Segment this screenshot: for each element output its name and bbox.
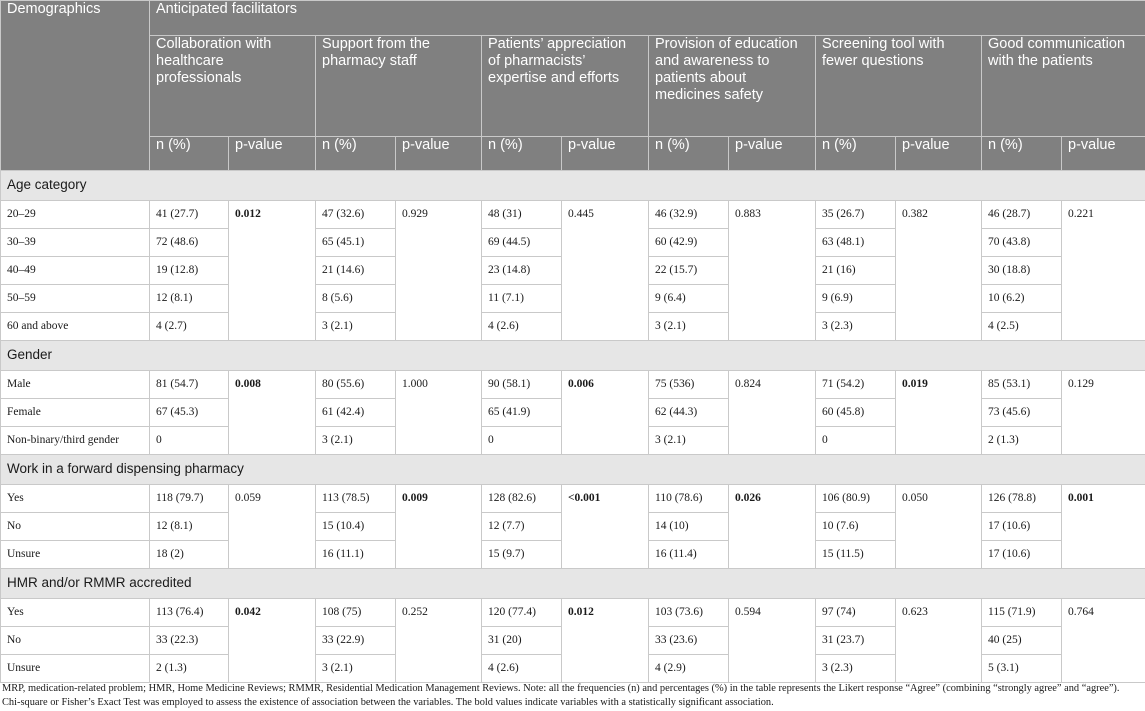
n-percent-cell: 18 (2) — [150, 541, 229, 569]
n-percent-cell: 75 (536) — [649, 371, 729, 399]
n-percent-cell: 11 (7.1) — [482, 285, 562, 313]
n-percent-cell: 113 (76.4) — [150, 599, 229, 627]
n-percent-cell: 3 (2.3) — [816, 313, 896, 341]
p-value-cell: 0.019 — [896, 371, 982, 455]
table-row — [1, 485, 1145, 513]
n-percent-cell: 2 (1.3) — [982, 427, 1062, 455]
p-value-cell: 0.623 — [896, 599, 982, 683]
n-percent-cell: 10 (6.2) — [982, 285, 1062, 313]
n-percent-header: n (%) — [150, 137, 229, 171]
p-value-cell: 0.026 — [729, 485, 816, 569]
facilitator-header: Screening tool with fewer questions — [816, 36, 982, 137]
n-percent-cell: 60 (45.8) — [816, 399, 896, 427]
p-value-cell: 0.824 — [729, 371, 816, 455]
section-title: Work in a forward dispensing pharmacy — [1, 455, 1145, 485]
row-label: 20–29 — [1, 201, 150, 229]
n-percent-cell: 61 (42.4) — [316, 399, 396, 427]
section-row — [1, 569, 1145, 599]
n-percent-cell: 81 (54.7) — [150, 371, 229, 399]
n-percent-cell: 12 (8.1) — [150, 285, 229, 313]
p-value-cell: 0.382 — [896, 201, 982, 341]
n-percent-cell: 35 (26.7) — [816, 201, 896, 229]
n-percent-cell: 21 (16) — [816, 257, 896, 285]
n-percent-cell: 69 (44.5) — [482, 229, 562, 257]
n-percent-cell: 4 (2.5) — [982, 313, 1062, 341]
n-percent-cell: 5 (3.1) — [982, 655, 1062, 683]
n-percent-cell: 21 (14.6) — [316, 257, 396, 285]
n-percent-cell: 65 (41.9) — [482, 399, 562, 427]
n-percent-header: n (%) — [482, 137, 562, 171]
p-value-cell: 0.929 — [396, 201, 482, 341]
n-percent-cell: 65 (45.1) — [316, 229, 396, 257]
n-percent-cell: 126 (78.8) — [982, 485, 1062, 513]
n-percent-cell: 3 (2.1) — [316, 313, 396, 341]
table-footnote — [0, 682, 1145, 710]
n-percent-header: n (%) — [982, 137, 1062, 171]
n-percent-cell: 16 (11.1) — [316, 541, 396, 569]
n-percent-cell: 120 (77.4) — [482, 599, 562, 627]
row-label: No — [1, 513, 150, 541]
section-title: HMR and/or RMMR accredited — [1, 569, 1145, 599]
section-row — [1, 341, 1145, 371]
row-label: Unsure — [1, 541, 150, 569]
p-value-cell: 0.445 — [562, 201, 649, 341]
p-value-header: p-value — [729, 137, 816, 171]
p-value-cell: 0.008 — [229, 371, 316, 455]
n-percent-cell: 46 (32.9) — [649, 201, 729, 229]
p-value-cell: <0.001 — [562, 485, 649, 569]
n-percent-cell: 33 (22.3) — [150, 627, 229, 655]
n-percent-cell: 9 (6.4) — [649, 285, 729, 313]
footnote-line-2: Chi-square or Fisher’s Exact Test was employed to assess the existence of association between the variables. The bold values indicate variables with a statistically significant association. — [2, 697, 774, 708]
n-percent-cell: 73 (45.6) — [982, 399, 1062, 427]
n-percent-cell: 33 (23.6) — [649, 627, 729, 655]
n-percent-cell: 31 (23.7) — [816, 627, 896, 655]
row-label: Unsure — [1, 655, 150, 683]
p-value-header: p-value — [896, 137, 982, 171]
n-percent-cell: 23 (14.8) — [482, 257, 562, 285]
p-value-cell: 0.252 — [396, 599, 482, 683]
p-value-cell: 0.006 — [562, 371, 649, 455]
n-percent-cell: 4 (2.6) — [482, 313, 562, 341]
n-percent-cell: 30 (18.8) — [982, 257, 1062, 285]
n-percent-cell: 22 (15.7) — [649, 257, 729, 285]
table-row — [1, 201, 1145, 229]
row-label: 30–39 — [1, 229, 150, 257]
n-percent-cell: 4 (2.9) — [649, 655, 729, 683]
n-percent-cell: 15 (11.5) — [816, 541, 896, 569]
p-value-cell: 0.883 — [729, 201, 816, 341]
table-row — [1, 599, 1145, 627]
n-percent-cell: 47 (32.6) — [316, 201, 396, 229]
n-percent-cell: 8 (5.6) — [316, 285, 396, 313]
n-percent-cell: 10 (7.6) — [816, 513, 896, 541]
n-percent-cell: 3 (2.1) — [316, 655, 396, 683]
n-percent-cell: 0 — [150, 427, 229, 455]
facilitator-header: Provision of education and awareness to patients about medicines safety — [649, 36, 816, 137]
n-percent-cell: 15 (10.4) — [316, 513, 396, 541]
n-percent-cell: 4 (2.7) — [150, 313, 229, 341]
n-percent-cell: 9 (6.9) — [816, 285, 896, 313]
n-percent-cell: 72 (48.6) — [150, 229, 229, 257]
p-value-cell: 1.000 — [396, 371, 482, 455]
section-title: Gender — [1, 341, 1145, 371]
n-percent-cell: 113 (78.5) — [316, 485, 396, 513]
row-label: Yes — [1, 485, 150, 513]
p-value-header: p-value — [396, 137, 482, 171]
n-percent-cell: 31 (20) — [482, 627, 562, 655]
n-percent-cell: 80 (55.6) — [316, 371, 396, 399]
p-value-cell: 0.009 — [396, 485, 482, 569]
n-percent-cell: 48 (31) — [482, 201, 562, 229]
row-label: Non-binary/third gender — [1, 427, 150, 455]
table-body — [1, 171, 1145, 683]
p-value-cell: 0.594 — [729, 599, 816, 683]
p-value-cell: 0.042 — [229, 599, 316, 683]
table-row — [1, 371, 1145, 399]
n-percent-cell: 16 (11.4) — [649, 541, 729, 569]
demographics-header: Demographics — [1, 1, 150, 171]
n-percent-cell: 118 (79.7) — [150, 485, 229, 513]
n-percent-cell: 60 (42.9) — [649, 229, 729, 257]
p-value-cell: 0.012 — [562, 599, 649, 683]
row-label: Female — [1, 399, 150, 427]
footnote-line-1: MRP, medication-related problem; HMR, Home Medicine Reviews; RMMR, Residential Medication Management Reviews. Note: all the frequencies (n) and percentages (%) in the table represents the Likert response “Agree” (combining “strongly agree” and “agree”). — [2, 683, 1120, 694]
row-label: Yes — [1, 599, 150, 627]
facilitator-header: Collaboration with healthcare professionals — [150, 36, 316, 137]
facilitator-header: Patients’ appreciation of pharmacists’ expertise and efforts — [482, 36, 649, 137]
row-label: 50–59 — [1, 285, 150, 313]
n-percent-cell: 3 (2.1) — [649, 313, 729, 341]
row-label: No — [1, 627, 150, 655]
n-percent-cell: 90 (58.1) — [482, 371, 562, 399]
n-percent-cell: 14 (10) — [649, 513, 729, 541]
n-percent-cell: 19 (12.8) — [150, 257, 229, 285]
n-percent-cell: 128 (82.6) — [482, 485, 562, 513]
n-percent-cell: 17 (10.6) — [982, 513, 1062, 541]
n-percent-cell: 97 (74) — [816, 599, 896, 627]
n-percent-cell: 0 — [816, 427, 896, 455]
table-header — [1, 1, 1145, 171]
n-percent-cell: 12 (7.7) — [482, 513, 562, 541]
n-percent-cell: 85 (53.1) — [982, 371, 1062, 399]
n-percent-cell: 62 (44.3) — [649, 399, 729, 427]
n-percent-cell: 17 (10.6) — [982, 541, 1062, 569]
p-value-cell: 0.059 — [229, 485, 316, 569]
n-percent-header: n (%) — [316, 137, 396, 171]
n-percent-cell: 71 (54.2) — [816, 371, 896, 399]
n-percent-cell: 0 — [482, 427, 562, 455]
p-value-cell: 0.221 — [1062, 201, 1145, 341]
n-percent-cell: 12 (8.1) — [150, 513, 229, 541]
p-value-cell: 0.001 — [1062, 485, 1145, 569]
n-percent-cell: 67 (45.3) — [150, 399, 229, 427]
n-percent-cell: 2 (1.3) — [150, 655, 229, 683]
n-percent-cell: 106 (80.9) — [816, 485, 896, 513]
row-label: Male — [1, 371, 150, 399]
p-value-header: p-value — [562, 137, 649, 171]
section-row — [1, 455, 1145, 485]
p-value-header: p-value — [1062, 137, 1145, 171]
p-value-cell: 0.764 — [1062, 599, 1145, 683]
p-value-cell: 0.129 — [1062, 371, 1145, 455]
n-percent-cell: 110 (78.6) — [649, 485, 729, 513]
n-percent-cell: 15 (9.7) — [482, 541, 562, 569]
n-percent-cell: 46 (28.7) — [982, 201, 1062, 229]
n-percent-cell: 41 (27.7) — [150, 201, 229, 229]
n-percent-cell: 103 (73.6) — [649, 599, 729, 627]
facilitator-header: Good communication with the patients — [982, 36, 1145, 137]
facilitator-header: Support from the pharmacy staff — [316, 36, 482, 137]
row-label: 60 and above — [1, 313, 150, 341]
n-percent-cell: 115 (71.9) — [982, 599, 1062, 627]
row-label: 40–49 — [1, 257, 150, 285]
section-title: Age category — [1, 171, 1145, 201]
n-percent-header: n (%) — [816, 137, 896, 171]
anticipated-facilitators-header: Anticipated facilitators — [150, 1, 1145, 36]
n-percent-cell: 3 (2.3) — [816, 655, 896, 683]
n-percent-cell: 40 (25) — [982, 627, 1062, 655]
section-row — [1, 171, 1145, 201]
n-percent-cell: 63 (48.1) — [816, 229, 896, 257]
n-percent-cell: 3 (2.1) — [649, 427, 729, 455]
n-percent-cell: 4 (2.6) — [482, 655, 562, 683]
n-percent-cell: 3 (2.1) — [316, 427, 396, 455]
p-value-cell: 0.050 — [896, 485, 982, 569]
n-percent-cell: 108 (75) — [316, 599, 396, 627]
p-value-header: p-value — [229, 137, 316, 171]
n-percent-cell: 33 (22.9) — [316, 627, 396, 655]
n-percent-cell: 70 (43.8) — [982, 229, 1062, 257]
n-percent-header: n (%) — [649, 137, 729, 171]
p-value-cell: 0.012 — [229, 201, 316, 341]
